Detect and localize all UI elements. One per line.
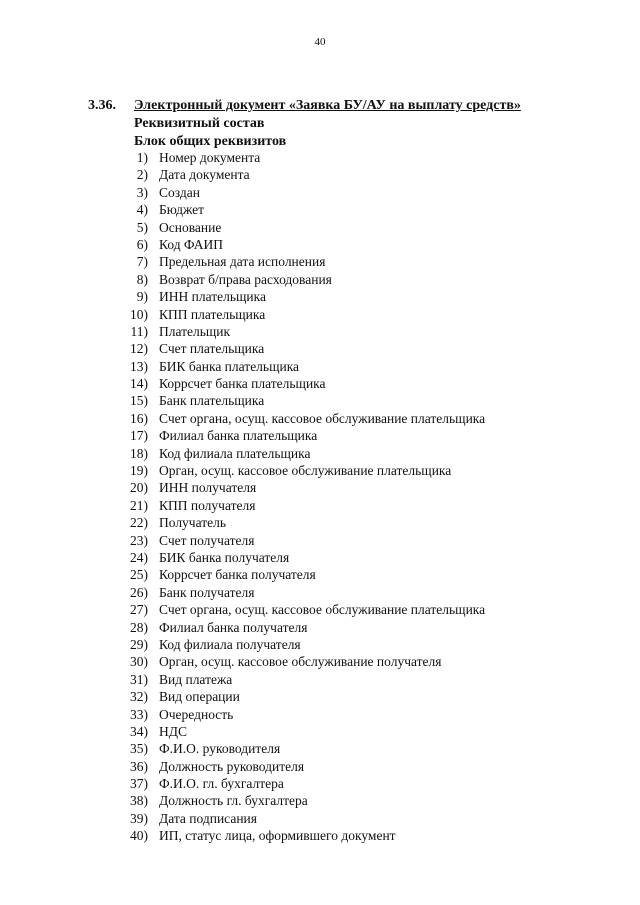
- list-item-number: 5): [136, 219, 148, 235]
- list-item-text: ИНН получателя: [159, 480, 257, 496]
- list-item-text: Вид платежа: [159, 671, 233, 687]
- list-item: [0, 271, 640, 288]
- list-item: [0, 549, 640, 566]
- list-item: [0, 584, 640, 601]
- list-item-number: 22): [130, 515, 148, 531]
- list-item-number: 16): [130, 410, 148, 426]
- list-item: [0, 792, 640, 809]
- list-item-number: 11): [130, 323, 148, 339]
- list-item-number: 28): [130, 619, 148, 635]
- list-item: [0, 514, 640, 531]
- list-item: [0, 236, 640, 253]
- list-item-text: Орган, осущ. кассовое обслуживание получателя: [159, 654, 442, 670]
- list-item: [0, 601, 640, 618]
- list-item: [0, 810, 640, 827]
- list-item-text: Ф.И.О. гл. бухгалтера: [159, 776, 284, 792]
- list-item: [0, 740, 640, 757]
- list-item-text: Дата подписания: [159, 810, 257, 826]
- list-item: [0, 149, 640, 166]
- list-item-number: 34): [130, 723, 148, 739]
- list-item-number: 37): [130, 776, 148, 792]
- list-item: [0, 462, 640, 479]
- list-item-number: 32): [130, 689, 148, 705]
- list-item-number: 8): [136, 271, 148, 287]
- section-title: Электронный документ «Заявка БУ/АУ на выплату средств»: [134, 98, 521, 113]
- list-item: [0, 445, 640, 462]
- list-item-number: 40): [130, 828, 148, 844]
- list-item-number: 17): [130, 428, 148, 444]
- page-number: 40: [314, 36, 326, 48]
- list-item: [0, 166, 640, 183]
- subheading: Реквизитный состав: [134, 116, 265, 131]
- list-item-text: КПП получателя: [159, 497, 256, 513]
- list-item: [0, 358, 640, 375]
- section-number: 3.36.: [88, 98, 116, 113]
- list-item-text: Коррсчет банка плательщика: [159, 376, 326, 392]
- list-item: [0, 184, 640, 201]
- list-item-number: 13): [130, 358, 148, 374]
- list-item-text: Счет органа, осущ. кассовое обслуживание плательщика: [159, 602, 486, 618]
- list-item-text: БИК банка плательщика: [159, 358, 300, 374]
- list-item-number: 24): [130, 549, 148, 565]
- list-item-text: Коррсчет банка получателя: [159, 567, 316, 583]
- list-item-number: 9): [136, 289, 148, 305]
- list-item: [0, 653, 640, 670]
- list-item-number: 14): [130, 376, 148, 392]
- list-item-number: 27): [130, 602, 148, 618]
- list-item-number: 33): [130, 706, 148, 722]
- list-item-number: 38): [130, 793, 148, 809]
- list-item: [0, 410, 640, 427]
- list-item-number: 31): [130, 671, 148, 687]
- list-item-text: Код ФАИП: [159, 236, 223, 252]
- list-item-number: 26): [130, 584, 148, 600]
- list-item: [0, 306, 640, 323]
- block-title: Блок общих реквизитов: [134, 134, 287, 149]
- list-item-number: 4): [136, 202, 148, 218]
- list-item: [0, 323, 640, 340]
- list-item-number: 30): [130, 654, 148, 670]
- list-item-text: ИП, статус лица, оформившего документ: [159, 828, 396, 844]
- list-item: [0, 758, 640, 775]
- requisites-list: [0, 149, 640, 845]
- list-item-text: Предельная дата исполнения: [159, 254, 326, 270]
- list-item-number: 7): [136, 254, 148, 270]
- list-item: [0, 775, 640, 792]
- list-item-text: Банк плательщика: [159, 393, 265, 409]
- list-item-number: 25): [130, 567, 148, 583]
- list-item: [0, 671, 640, 688]
- list-item-text: Получатель: [159, 515, 227, 531]
- list-item-text: НДС: [159, 723, 187, 739]
- list-item: [0, 392, 640, 409]
- list-item-number: 15): [130, 393, 148, 409]
- list-item-text: Возврат б/права расходования: [159, 271, 332, 287]
- list-item-text: Орган, осущ. кассовое обслуживание плательщика: [159, 463, 452, 479]
- list-item-number: 2): [136, 167, 148, 183]
- list-item: [0, 340, 640, 357]
- list-item-text: Очередность: [159, 706, 234, 722]
- list-item-number: 23): [130, 532, 148, 548]
- list-item: [0, 375, 640, 392]
- list-item: [0, 201, 640, 218]
- list-item: [0, 688, 640, 705]
- list-item-text: Ф.И.О. руководителя: [159, 741, 281, 757]
- list-item-number: 39): [130, 810, 148, 826]
- list-item-text: Счет получателя: [159, 532, 255, 548]
- list-item-number: 29): [130, 636, 148, 652]
- list-item-number: 6): [136, 236, 148, 252]
- list-item-text: Счет плательщика: [159, 341, 265, 357]
- list-item-number: 21): [130, 497, 148, 513]
- list-item-text: БИК банка получателя: [159, 549, 290, 565]
- list-item: [0, 427, 640, 444]
- list-item-text: Дата документа: [159, 167, 250, 183]
- list-item: [0, 723, 640, 740]
- list-item: [0, 706, 640, 723]
- list-item-text: Создан: [159, 184, 200, 200]
- list-item: [0, 532, 640, 549]
- list-item-text: Филиал банка получателя: [159, 619, 308, 635]
- list-item-text: КПП плательщика: [159, 306, 266, 322]
- list-item: [0, 827, 640, 844]
- list-item-text: Плательщик: [159, 323, 231, 339]
- list-item-text: Код филиала получателя: [159, 636, 301, 652]
- list-item-text: Должность гл. бухгалтера: [159, 793, 308, 809]
- list-item-number: 10): [130, 306, 148, 322]
- list-item-number: 20): [130, 480, 148, 496]
- list-item-text: ИНН плательщика: [159, 289, 266, 305]
- list-item-number: 18): [130, 445, 148, 461]
- list-item-text: Должность руководителя: [159, 758, 305, 774]
- list-item: [0, 619, 640, 636]
- list-item: [0, 479, 640, 496]
- list-item-text: Счет органа, осущ. кассовое обслуживание плательщика: [159, 410, 486, 426]
- list-item: [0, 636, 640, 653]
- list-item: [0, 253, 640, 270]
- list-item-number: 36): [130, 758, 148, 774]
- list-item: [0, 288, 640, 305]
- list-item-text: Код филиала плательщика: [159, 445, 311, 461]
- list-item-number: 19): [130, 463, 148, 479]
- list-item-number: 1): [136, 150, 148, 165]
- list-item: [0, 219, 640, 236]
- list-item-number: 35): [130, 741, 148, 757]
- list-item-text: Основание: [159, 219, 222, 235]
- list-item-number: 3): [136, 184, 148, 200]
- list-item-text: Бюджет: [159, 202, 205, 218]
- list-item-text: Вид операции: [159, 689, 240, 705]
- list-item: [0, 566, 640, 583]
- list-item-text: Номер документа: [159, 150, 261, 165]
- list-item-text: Филиал банка плательщика: [159, 428, 318, 444]
- list-item: [0, 497, 640, 514]
- list-item-number: 12): [130, 341, 148, 357]
- list-item-text: Банк получателя: [159, 584, 255, 600]
